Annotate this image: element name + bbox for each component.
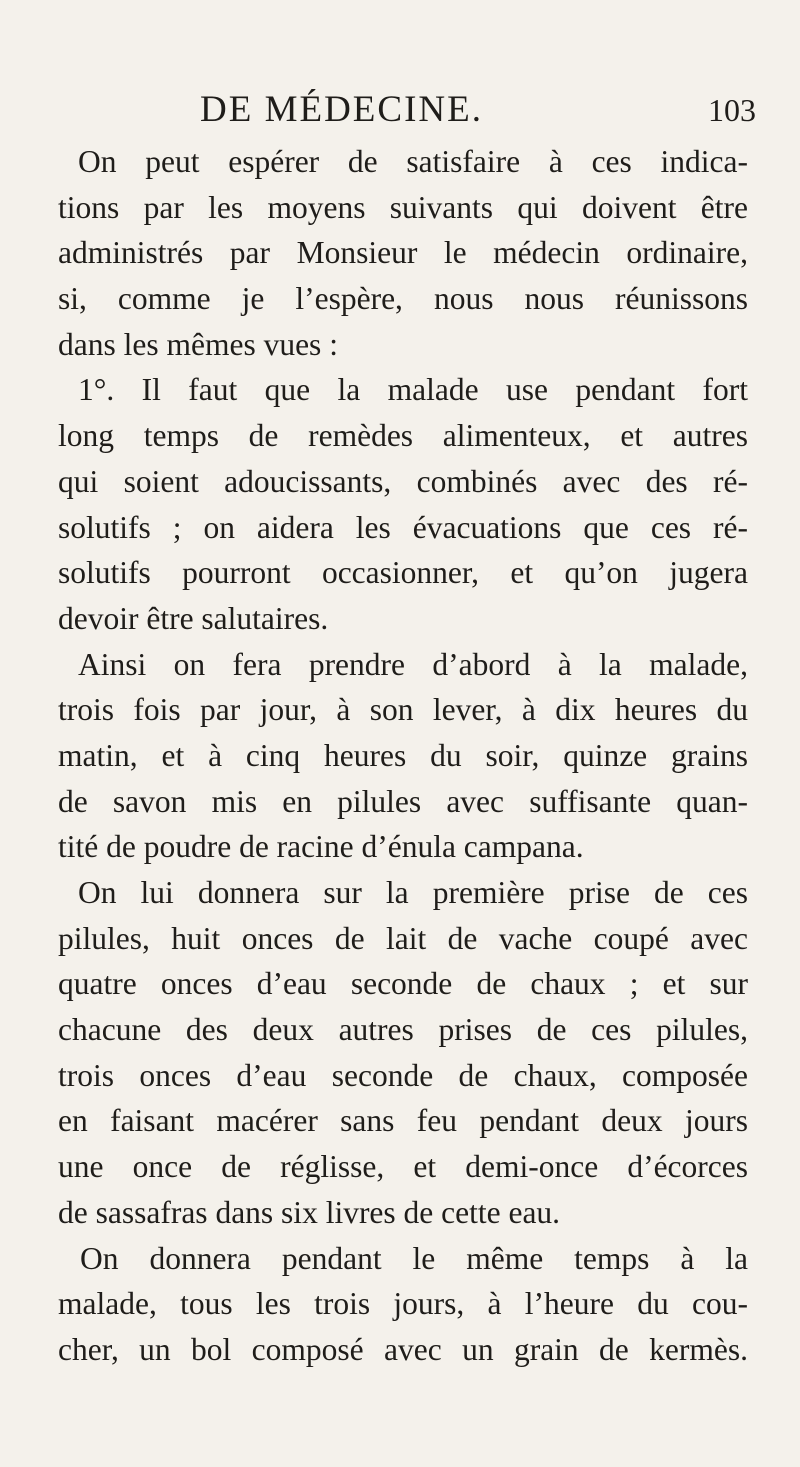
text-line: long temps de remèdes alimenteux, et autres <box>58 418 748 454</box>
text-line: trois fois par jour, à son lever, à dix heures du <box>58 692 748 728</box>
text-line: On lui donnera sur la première prise de ces <box>78 875 748 910</box>
running-title: DE MÉDECINE. <box>200 89 483 130</box>
page-header <box>0 88 800 138</box>
text-line: devoir être salutaires. <box>58 600 329 636</box>
text-line: matin, et à cinq heures du soir, quinze grains <box>58 737 748 773</box>
text-line: en faisant macérer sans feu pendant deux jours <box>58 1103 748 1139</box>
body-text <box>58 139 748 1373</box>
text-line: cher, un bol composé avec un grain de kermès. <box>58 1331 748 1367</box>
text-line: Ainsi on fera prendre d’abord à la malade, <box>78 646 748 682</box>
text-line: chacune des deux autres prises de ces pilules, <box>58 1012 748 1048</box>
text-line: quatre onces d’eau seconde de chaux ; et sur <box>58 966 748 1002</box>
text-line: de sassafras dans six livres de cette eau. <box>58 1194 561 1230</box>
text-line: une once de réglisse, et demi-once d’écorces <box>58 1149 748 1185</box>
text-line: dans les mêmes vues : <box>58 326 338 362</box>
page-number: 103 <box>708 92 756 128</box>
text-line: On donnera pendant le même temps à la <box>80 1240 748 1276</box>
text-line: solutifs ; on aidera les évacuations que ces ré- <box>58 509 748 545</box>
text-line: On peut espérer de satisfaire à ces indica- <box>78 144 748 179</box>
text-line: tions par les moyens suivants qui doivent être <box>58 189 748 225</box>
text-line: tité de poudre de racine d’énula campana. <box>58 829 584 865</box>
text-line: trois onces d’eau seconde de chaux, composée <box>58 1057 748 1093</box>
text-line: 1°. Il faut que la malade use pendant fort <box>78 372 748 408</box>
text-line: administrés par Monsieur le médecin ordinaire, <box>58 235 748 271</box>
text-line: qui soient adoucissants, combinés avec des ré- <box>58 463 748 499</box>
text-line: solutifs pourront occasionner, et qu’on jugera <box>58 555 748 591</box>
text-line: si, comme je l’espère, nous nous réunissons <box>58 281 748 317</box>
text-line: malade, tous les trois jours, à l’heure du cou- <box>58 1286 748 1322</box>
text-line: pilules, huit onces de lait de vache coupé avec <box>58 920 748 956</box>
text-line: de savon mis en pilules avec suffisante quan- <box>58 783 748 819</box>
